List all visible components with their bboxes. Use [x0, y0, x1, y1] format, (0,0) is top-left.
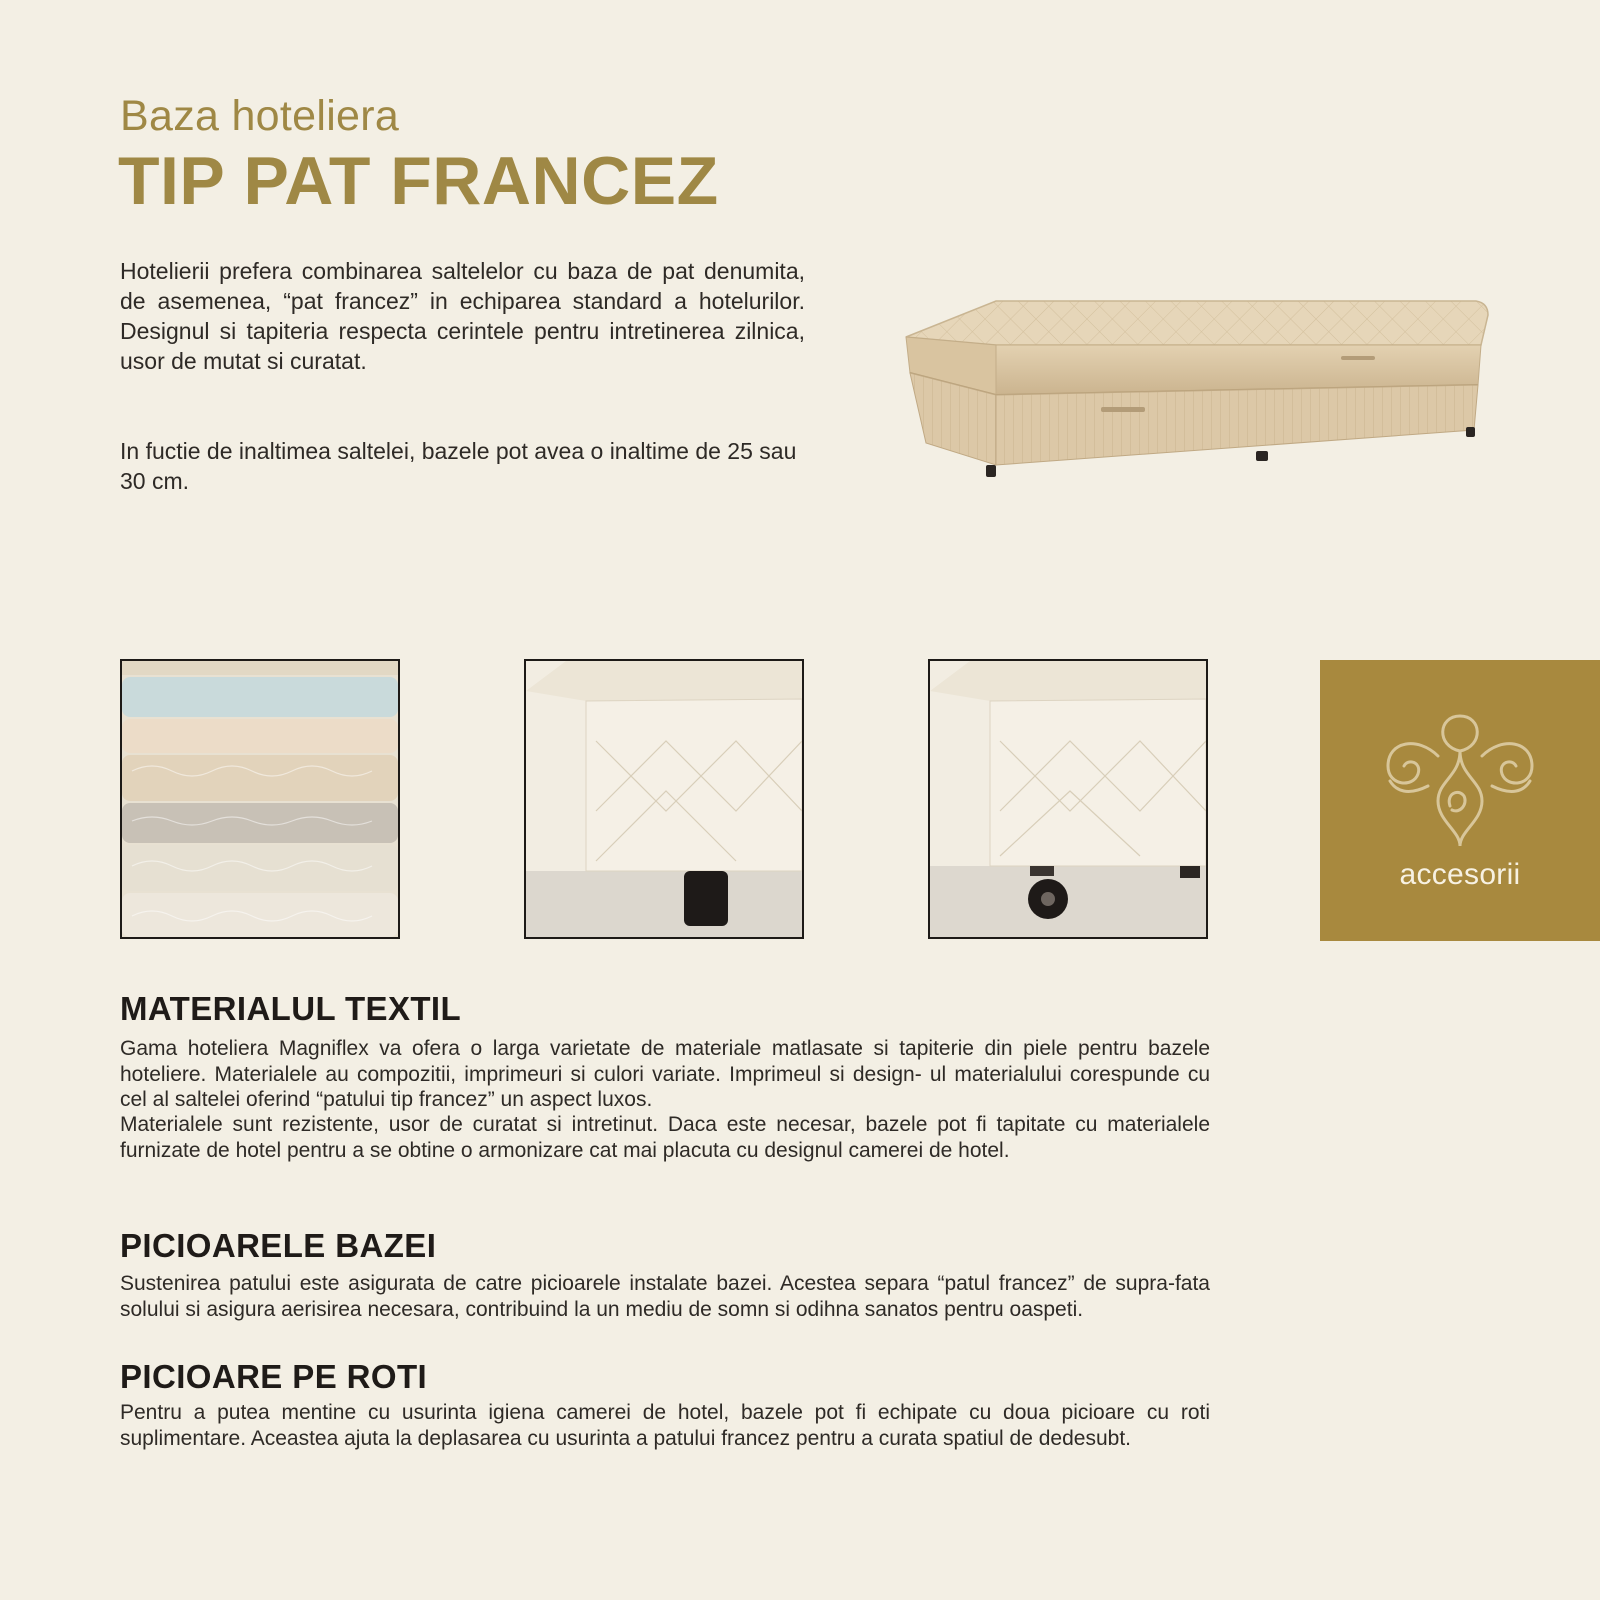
- ornament-icon: [1368, 696, 1552, 846]
- fabric-samples-image: [120, 659, 400, 939]
- section-heading-wheels: PICIOARE PE ROTI: [120, 1358, 428, 1395]
- wheels-paragraph: Pentru a putea mentine cu usurinta igiena camerei de hotel, bazele pot fi echipate cu doua picioare cu roti suplimentare. Aceastea ajuta la deplasarea cu usurinta a patului francez pentru a curata spatiul de dedesubt.: [120, 1401, 1210, 1450]
- bed-base-image: [896, 255, 1506, 555]
- section-heading-textile: MATERIALUL TEXTIL: [120, 990, 462, 1027]
- page-subtitle: Baza hoteliera: [120, 92, 400, 140]
- accessories-label: accesorii: [1399, 858, 1521, 891]
- section-heading-legs: PICIOARELE BAZEI: [120, 1227, 437, 1264]
- base-leg-image: [524, 659, 804, 939]
- page-title: TIP PAT FRANCEZ: [118, 143, 719, 219]
- textile-paragraph-1: Gama hoteliera Magniflex va ofera o larga varietate de materiale matlasate si tapiterie din piele pentru bazele hoteliere. Materialele au compozitii, imprimeuri si culori variate. Imprimeul si design- ul materialului corespunde cu cel al saltelei oferind “patului tip francez” un aspect luxos.: [120, 1037, 1210, 1111]
- wheel-leg-image: [928, 659, 1208, 939]
- intro-paragraph-2: In fuctie de inaltimea saltelei, bazele pot avea o inaltime de 25 sau 30 cm.: [120, 438, 797, 494]
- textile-paragraph-2: Materialele sunt rezistente, usor de curatat si intretinut. Daca este necesar, bazele pot fi tapitate cu materialele furnizate de hotel pentru a se obtine o armonizare cat mai placuta cu designul camerei de hotel.: [120, 1113, 1210, 1162]
- intro-paragraph-1: Hotelierii prefera combinarea saltelelor cu baza de pat denumita, de asemenea, “pat francez” in echiparea standard a hotelurilor. Designul si tapiteria respecta cerintele pentru intretinerea zilnica, usor de mutat si curatat.: [120, 258, 805, 374]
- legs-paragraph: Sustenirea patului este asigurata de catre picioarele instalate bazei. Acestea separa “patul francez” de supra-fata solului si asigura aerisirea necesara, contribuind la un mediu de somn si odihna sanatos pentru oaspeti.: [120, 1272, 1210, 1321]
- accessories-tile[interactable]: [1320, 660, 1600, 941]
